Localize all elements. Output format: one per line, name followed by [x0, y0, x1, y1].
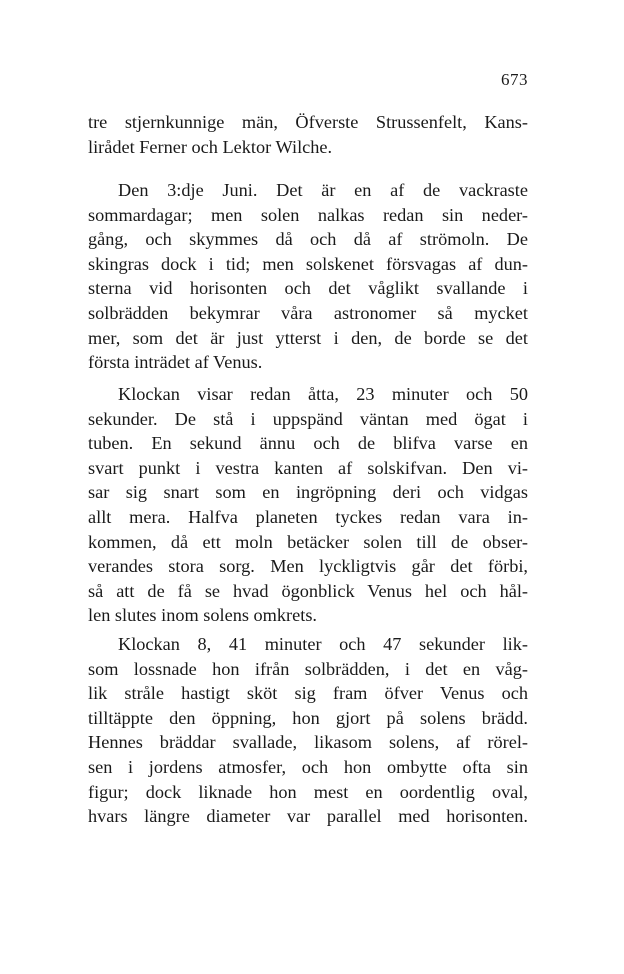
text-line: sterna vid horisonten och det våglikt svallande i	[88, 278, 528, 299]
text-line: tre stjernkunnige män, Öfverste Strussenfelt, Kans-	[88, 112, 528, 132]
text-line: lik stråle hastigt sköt sig fram öfver Venus och	[88, 683, 528, 704]
text-line: lirådet Ferner och Lektor Wilche.	[88, 136, 333, 157]
text-line: Klockan visar redan åtta, 23 minuter och 50	[118, 384, 528, 404]
text-line: len slutes inom solens omkrets.	[88, 605, 318, 626]
text-line: tilltäppte den öppning, hon gjort på solens brädd.	[88, 707, 528, 728]
paragraph-1	[88, 110, 528, 159]
text-line: allt mera. Halfva planeten tyckes redan vara in-	[88, 506, 528, 527]
text-line: svart punkt i vestra kanten af solskifvan. Den vi-	[88, 457, 528, 478]
paragraph-4	[88, 632, 528, 829]
text-line: första inträdet af Venus.	[88, 352, 263, 373]
text-line: så att de få se hvad ögonblick Venus hel och hål-	[88, 580, 528, 601]
text-line: solbrädden bekymrar våra astronomer så mycket	[88, 302, 528, 323]
text-line: sar sig snart som en ingröpning deri och vidgas	[88, 482, 528, 503]
text-line: kommen, då ett moln betäcker solen till de obser-	[88, 531, 528, 552]
text-line: Hennes bräddar svallade, likasom solens, af rörel-	[88, 732, 528, 753]
text-line: gång, och skymmes då och då af strömoln. De	[88, 229, 528, 250]
text-line: sen i jordens atmosfer, och hon ombytte ofta sin	[88, 756, 528, 777]
text-line: skingras dock i tid; men solskenet försvagas af dun-	[88, 253, 528, 274]
text-line: hvars längre diameter var parallel med horisonten.	[88, 806, 528, 827]
text-line: tuben. En sekund ännu och de blifva varse en	[88, 433, 528, 454]
text-line: figur; dock liknade hon mest en oordentlig oval,	[88, 781, 528, 802]
text-line: mer, som det är just ytterst i den, de borde se det	[88, 327, 528, 348]
paragraph-3	[88, 382, 528, 628]
text-line: verandes stora sorg. Men lyckligtvis går det förbi,	[88, 556, 528, 577]
text-line: som lossnade hon ifrån solbrädden, i det en våg-	[88, 658, 528, 679]
text-line: sekunder. De stå i uppspänd väntan med ögat i	[88, 408, 528, 429]
text-line: Den 3:dje Juni. Det är en af de vackraste	[118, 180, 528, 200]
page-number: 673	[501, 70, 528, 89]
paragraph-2	[88, 178, 528, 375]
text-line: sommardagar; men solen nalkas redan sin neder-	[88, 204, 528, 225]
text-line: Klockan 8, 41 minuter och 47 sekunder lik-	[118, 634, 528, 654]
